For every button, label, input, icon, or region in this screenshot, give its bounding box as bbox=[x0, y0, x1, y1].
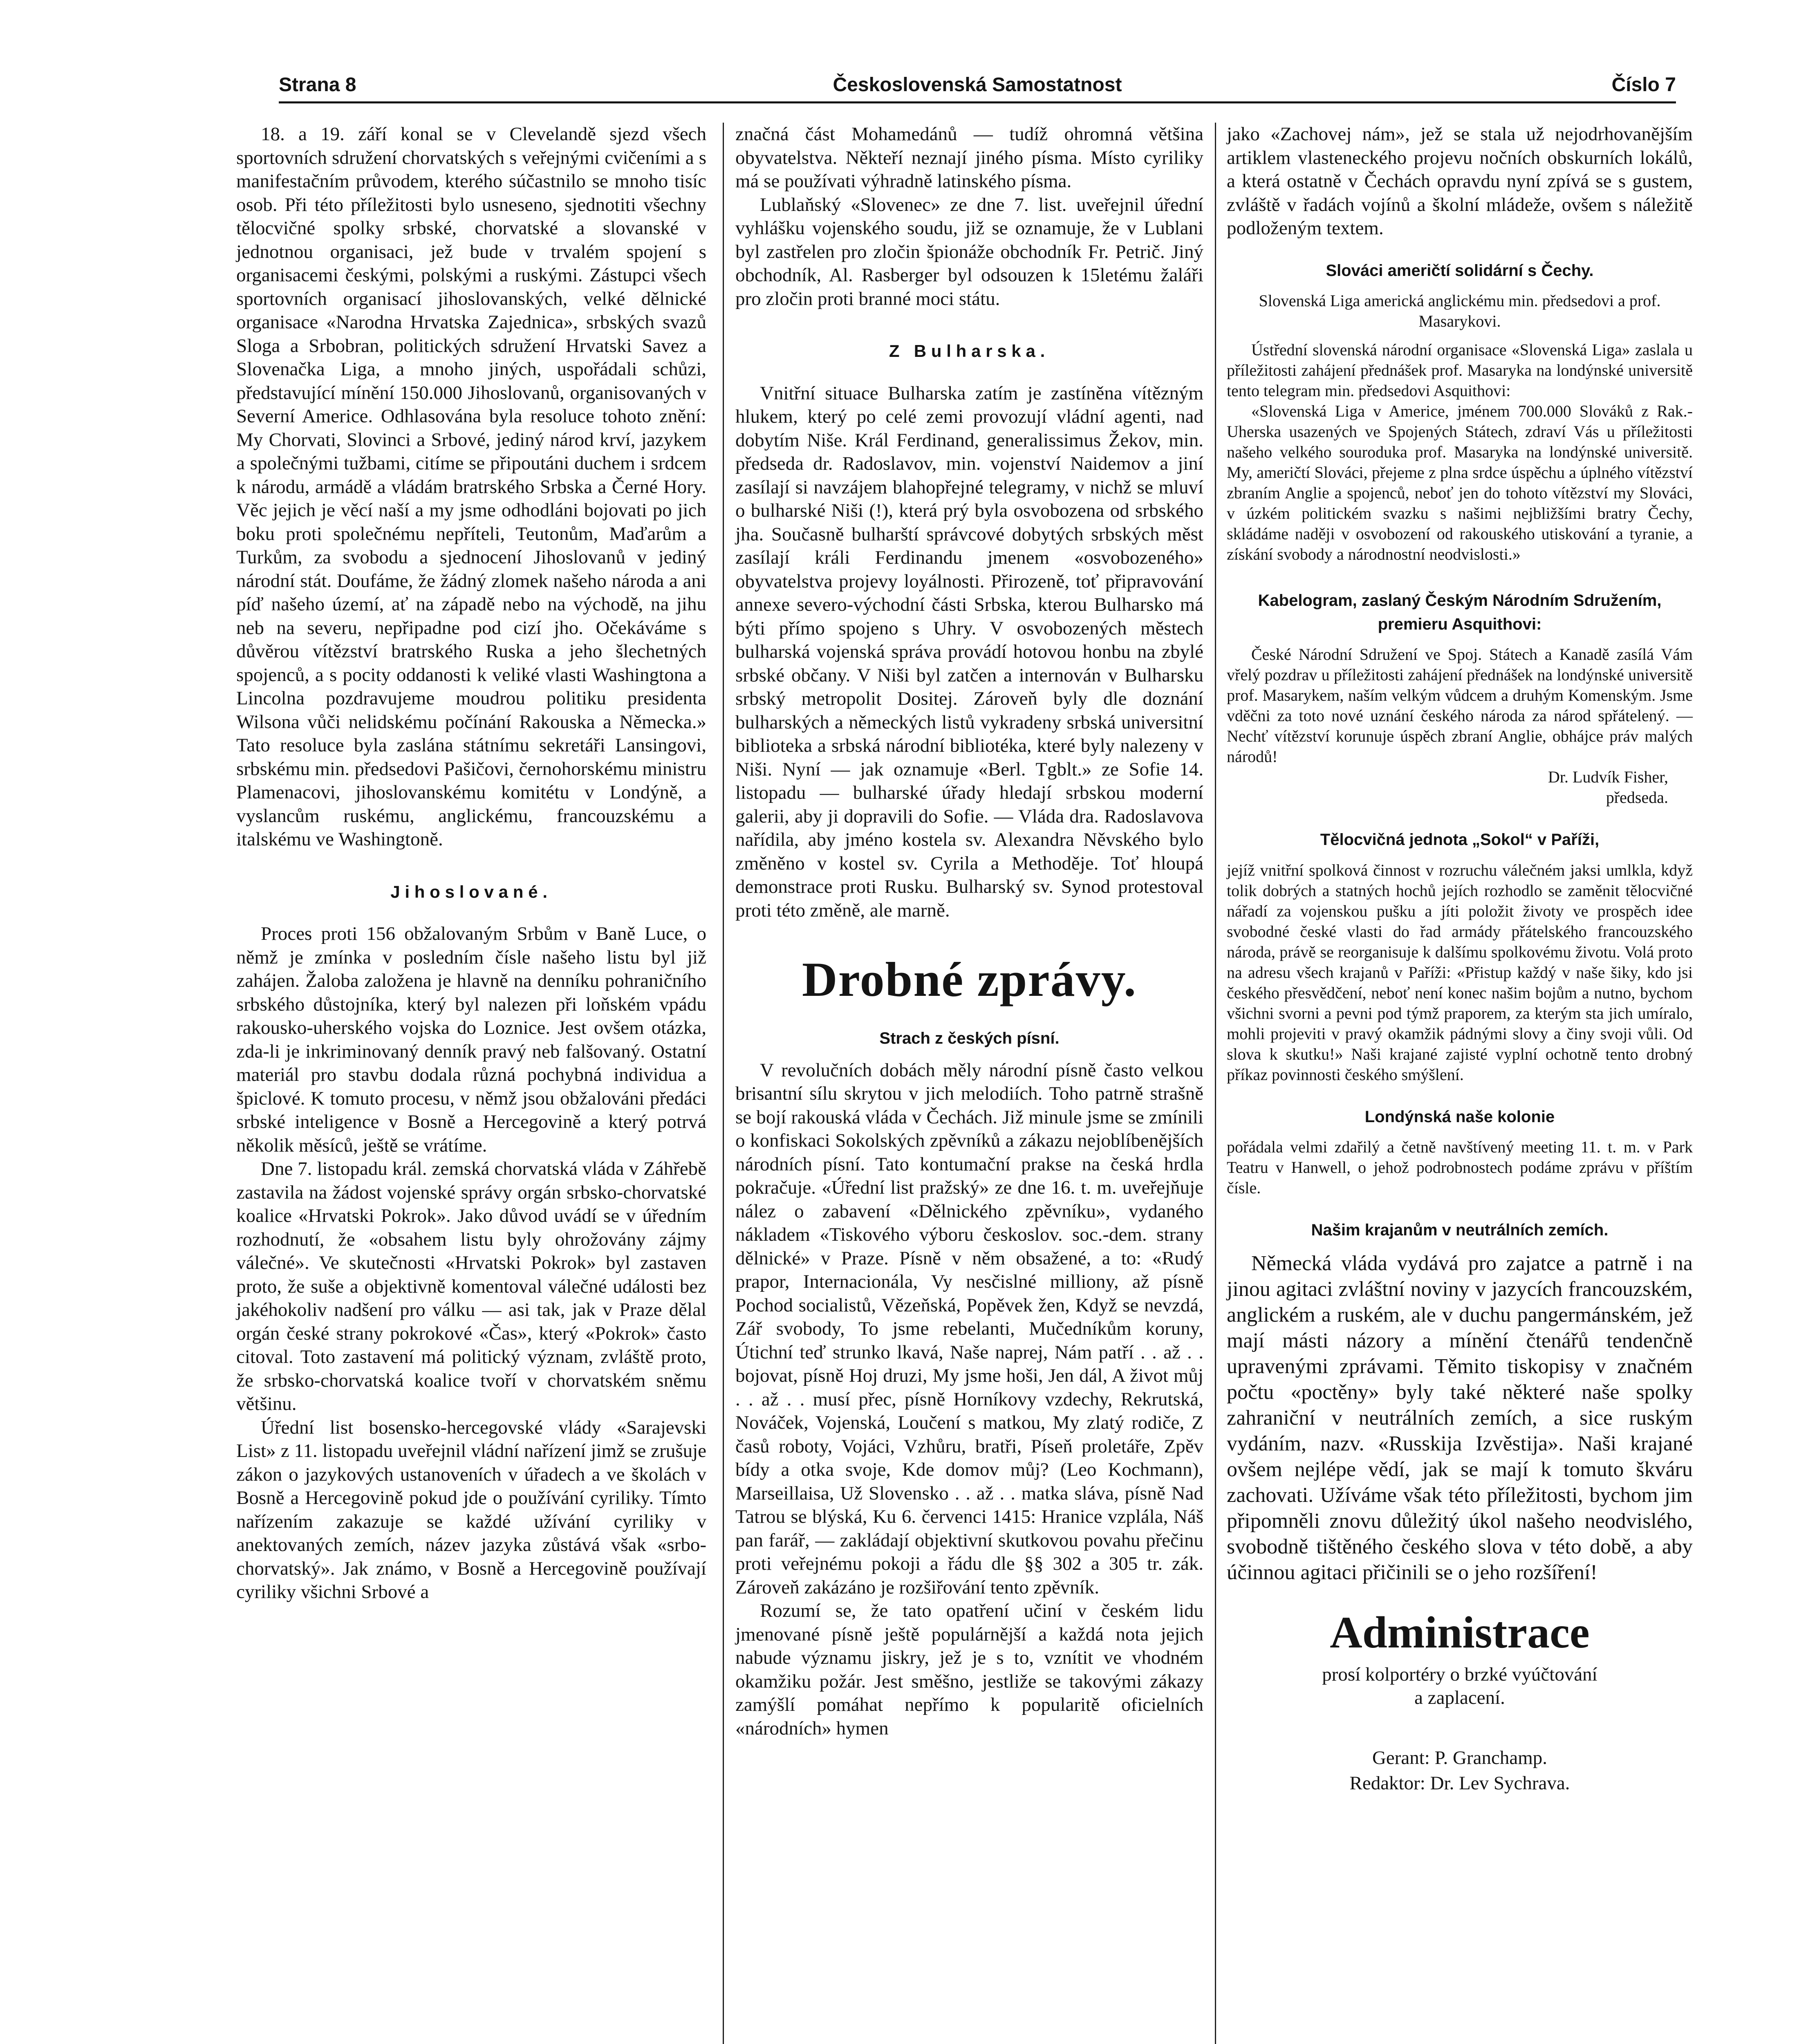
article-telegram: «Slovenská Liga v Americe, jménem 700.000 Slováků z Rak.-Uherska usazených ve Spojených Státech, zdraví Vás u příležitosti našeho velkého souroduka prof. Masaryka na londýnské universitě. My, američtí Slováci, přejeme z plna srdce úspěchu a úplného vítězství zbraním Anglie a spojenců, neboť jen do tohoto vítězství my Slováci, v úzkém politickém svazku s našimi nejbližšími bratry Čechy, skládáme naději v osvobození od rakouského utiskování a tyranie, a získání svobody a národnostní neodvislosti.» bbox=[1227, 402, 1693, 563]
administrace-title: Administrace bbox=[1330, 1607, 1590, 1657]
article-continuation: značná část Mohamedánů — tudíž ohromná většina obyvatelstva. Někteří neznají jiného písma. Místo cyriliky má se používati výhradně latinského písma. bbox=[735, 123, 1203, 192]
subheading-slovaci: Slováci američtí solidární s Čechy. bbox=[1326, 261, 1594, 280]
subheading-sokol: Tělocvičná jednota „Sokol“ v Paříži, bbox=[1320, 831, 1600, 849]
article-slovenec: Lublaňský «Slovenec» ze dne 7. list. uveřejnil úřední vyhlášku vojenského soudu, již se oznamuje, že v Lublani byl zastřelen pro zločin špionáže obchodník Fr. Petrič. Jiný obchodník, Al. Rasberger byl odsouzen k 15letému žaláři pro zločin proti branné moci státu. bbox=[735, 194, 1203, 309]
drobne-zpravy-title: Drobné zprávy. bbox=[802, 952, 1137, 1006]
signature bbox=[1227, 767, 1693, 808]
article-kabelogram: České Národní Sdružení ve Spoj. Státech a Kanadě zasílá Vám vřelý pozdrav u příležitosti zahájení přednášek na londýnské universitě prof. Masarykem, naším velkým vůdcem a druhým Komenským. Jsme vděčni za toto nové uznání českého národa za národ spřátelený. — Nechť vítězství korunuje úspěch zbraní Anglie, obhájce práv malých národů! bbox=[1227, 645, 1693, 766]
article-sarajevski-list: Úřední list bosensko-hercegovské vlády «Sarajevski List» z 11. listopadu uveřejnil vládní nařízení jimž se zrušuje zákon o jazykových ustanoveních v úřadech a ve školách v Bosně a Hercegovině pokud jde o používání cyriliky. Tímto nařízením zakazuje se každé užívání cyriliky v anektovaných zemích, název jazyka zůstává však «srbo-chorvatský». Jak známo, v Bosně a Hercegovině používají cyriliky všichni Srbové a bbox=[236, 1416, 706, 1602]
subheading-krajanum: Našim krajanům v neutrálních zemích. bbox=[1311, 1221, 1609, 1239]
article-krajanum: Německá vláda vydává pro zajatce a patrně i na jinou agitaci zvláštní noviny v jazycích francouzském, anglickém a ruském, ale v duchu pangermánském, jež mají másti názory a mínění čtenářů tendenčně upravenými zprávami. Těmito tiskopisy v značném počtu «poctěny» byly také některé naše spolky zahraniční v neutrálních zemích, a sice ruským vydáním, nazv. «Russkija Izvěstija». Naši krajané ovšem nejlépe vědí, jak se mají k tomuto škváru zachovati. Užíváme však této příležitosti, bychom jim připomněli znovu důležitý úkol našeho neodvislého, svobodně tištěného českého slova v této době, a aby účinnou agitaci přičinili se o jeho rozšíření! bbox=[1227, 1251, 1693, 1584]
article-zahreb: Dne 7. listopadu král. zemská chorvatská vláda v Záhřebě zastavila na žádost vojenské správy orgán srbsko-chorvatské koalice «Hrvatski Pokrok». Jako důvod uvádí se v úředním rozhodnutí, že «obsahem listu byly ohrožovány zájmy válečné». Ve skutečnosti «Hrvatski Pokrok» byl zastaven proto, že suše a objektivně komentoval válečné události bez jakéhokoliv nadšení pro válku — asi tak, jak v Praze dělal orgán české strany pokrokové «Čas», který «Pokrok» často citoval. Toto zastavení má politický význam, zvláště proto, že srbsko-chorvatská koalice tvoří v chorvatském sněmu většinu. bbox=[236, 1158, 706, 1414]
column-1 bbox=[236, 123, 706, 1604]
article-ustredni: Ústřední slovenská národní organisace «Slovenská Liga» zaslala u příležitosti zahájení přednášek prof. Masaryka na londýnské universitě tento telegram min. předsedovi Asquithovi: bbox=[1227, 341, 1693, 400]
subheading-kabelogram: Kabelogram, zaslaný Českým Národním Sdružením, premieru Asquithovi: bbox=[1258, 592, 1662, 633]
column-divider-1 bbox=[723, 123, 724, 2044]
credit-redaktor: Redaktor: Dr. Lev Sychrava. bbox=[1349, 1772, 1570, 1794]
signature-name: Dr. Ludvík Fisher, bbox=[1548, 768, 1668, 786]
column-2 bbox=[735, 123, 1203, 1740]
article-strach: V revolučních dobách měly národní písně často velkou brisantní sílu skrytou v jich melodiích. Toho patrně strašně se bojí rakouská vláda v Čechách. Již minule jsme se zmínili o konfiskaci Sokolských zpěvníků a zákazu nejoblíbenějších národních písní. Tato kontumační prakse na česká hrdla pokračuje. «Úřední list pražský» ze dne 16. t. m. uveřejňuje nález o zabavení «Dělnického zpěvníku», vydaného nákladem «Tiskového výboru českoslov. soc.-dem. strany dělnické» v Praze. Písně v něm obsažené, a to: «Rudý prapor, Internacionála, Vy nesčislné milliony, až písně Pochod socialistů, Vězeňská, Popěvek žen, Když se nevzdá, Zář svobody, To jsme rebelanti, Mučedníkům koruny, Útichní teď strunko lkavá, Naše naprej, Nám patří . . až . . bojovat, písně Hoj druzi, My jsme hoši, Jen dál, A život můj . . až . . musí přec, písně Horníkovy vzdechy, Rekrutská, Nováček, Vojenská, Loučení s matkou, My zlatý rodiče, Z časů roboty, Vojáci, Vzhůru, bratři, Píseň proletáře, Zpěv bídy a otka svoje, Kde domov můj? (Leo Kochmann), Marseillaisa, Už Slovensko . . až . . matka sláva, písně Nad Tatrou se blýská, Ku 6. červenci 1415: Hranice vzplála, Náš pan farář, — zakládají objektivní skutkovou povahu přečinu proti veřejnému pokoji a řádu dle §§ 302 a 305 tr. zák. Zároveň zakázáno je rozšiřování tento zpěvník. bbox=[735, 1059, 1203, 1598]
column-3 bbox=[1227, 123, 1693, 1796]
section-heading-jihoslovane: Jihoslované. bbox=[390, 882, 552, 901]
page-number: Strana 8 bbox=[279, 74, 356, 96]
issue-number: Číslo 7 bbox=[1611, 74, 1676, 96]
credit-gerant: Gerant: P. Granchamp. bbox=[1372, 1747, 1548, 1768]
newspaper-title: Československá Samostatnost bbox=[833, 74, 1122, 96]
slovaci-intro: Slovenská Liga americká anglickému min. předsedovi a prof. Masarykovi. bbox=[1259, 291, 1661, 330]
article-rozumi: Rozumí se, že tato opatření učiní v českém lidu jmenované písně ještě populárnější a každá nota jejich nabude významu jiskry, jež je s to, vznítit ve vhodném okamžiku požár. Jest směšno, jestliže se takovými zákazy zamýšlí pomáhat nepřímo k popularitě oficielních «národních» hymen bbox=[735, 1600, 1203, 1739]
administrace-line-2: a zaplacení. bbox=[1414, 1687, 1505, 1708]
article-cleveland: 18. a 19. září konal se v Clevelandě sjezd všech sportovních sdružení chorvatských s veřejnými cvičeními a s manifestačním průvodem, kterého súčastnilo se mnoho tisíc osob. Při této příležitosti bylo usneseno, sjednotiti všechny tělocvičné spolky srbské, chorvatské a slovanské v jednotnou organisaci, jež bude v trvalém spojení s organisacemi českými, polskými a ruskými. Zástupci všech sportovních organisací jihoslovanských, velké dělnické organisace «Narodna Hrvatska Zajednica», srbských svazů Sloga a Srbobran, politických sdružení Hrvatski Savez a Slovenačka Liga, a mnoho jiných, uspořádali schůzi, představující mínění 150.000 Jihoslovanů, organisovaných v Severní Americe. Odhlasována byla resoluce tohoto znění: My Chorvati, Slovinci a Srbové, jediný národ krví, jazykem a společnými tužbami, citíme se připoutáni duchem i srdcem k národu, armádě a vládám bratrského Srbska a Černé Hory. Věc jejich je věcí naší a my jsme odhodláni bojovati po jich boku proti společnému nepříteli, Teutonům, Maďarům a Turkům, za svobodu a sjednocení Jihoslovanů v jediný národní stát. Doufáme, že žádný zlomek našeho národa a ani píď našeho území, ať na západě nebo na východě, na jihu neb na severu, nepřipadne pod cizí jho. Očekáváme s důvěrou vítězství bratrského Ruska a jeho šlechetných spojenců, a s pocity oddanosti k veliké vlasti Washingtona a Lincolna pozdravujeme moudrou politiku presidenta Wilsona vůči nelidskému počínání Rakouska a Německa.» Tato resoluce byla zaslána státnímu sekretáři Lansingovi, srbskému min. předsedovi Pašičovi, černohorskému ministru Plamenacovi, jihoslovanskému komitétu v Londýně, a vyslancům ruskému, anglickému, francouzskému a italskému ve Washingtoně. bbox=[236, 123, 706, 850]
article-sokol: jejíž vnitřní spolková činnost v rozruchu válečném jaksi umlkla, když tolik dobrých a statných hochů jejích rozhodlo se zaměnit tělocvičné nářadí za vojenskou pušku a jíti položit životy ve prospěch idee svobodné české vlasti do řad armády přátelského francouzského národa, právě se reorganisuje k dalšímu spolkovému životu. Volá proto na adresu všech krajanů v Paříži: «Přistup každý v naše šiky, kdo jsi českého přesvědčení, neboť není konec našim bojům a nutno, bychom všichni svorni a pevni pod týmž praporem, za kterým sta jich umíralo, mohli projeviti v pravý okamžik pádnými slovy a činy svoji vůli. Od slova k skutku!» Naši krajané zajisté vyplní ochotně tento drobný příkaz povinnosti českého smýšlení. bbox=[1227, 861, 1693, 1084]
column-divider-2 bbox=[1215, 123, 1216, 2044]
section-heading-bulharska: Z Bulharska. bbox=[889, 341, 1050, 361]
article-continuation-col3: jako «Zachovej nám», jež se stala už nejodrhovanějším artiklem vlasteneckého projevu nočních obskurních lokálů, a která ostatně v Čechách opravdu nyní zpívá se s gustem, zvláště v řadách vojínů a školní mládeže, ovšem s náležitě podloženým textem. bbox=[1227, 123, 1693, 239]
page-header bbox=[279, 69, 1676, 105]
article-bulharsko: Vnitřní situace Bulharska zatím je zastíněna vítězným hlukem, který po celé zemi provozují vládní agenti, nad dobytím Niše. Král Ferdinand, generalissimus Žekov, min. předseda dr. Radoslavov, min. vojenství Naidemov a jiní zasílají si navzájem blahopřejné telegramy, v nichž se mluví o bulharské Niši (!), která prý byla osvobozena od srbského jha. Současně bulharští správcové dobytých srbských měst zasílají králi Ferdinandu jmenem «osvobozeného» obyvatelstva projevy loyálnosti. Přirozeně, toť připravování annexe severo-východní části Srbska, kterou Bulharsko má býti přímo spojeno s Uhry. V osvobozených městech bulharská vojenská správa provádí hotovou honbu na zbylé srbské občany. V Niši byl zatčen a internován v Bulharsku srbský metropolit Dositej. Zároveň byly dle doznání bulharských a německých listů vykradeny srbská universitní biblioteka a srbská národní bibliotéka, které byly nalezeny v Niši. Nyní — jak oznamuje «Berl. Tgblt.» ze Sofie 14. listopadu — bulharské úřady hledají srbskou moderní galerii, aby ji dopravili do Sofie. — Vláda dra. Radoslavova nařídila, aby jméno kostela sv. Alexandra Něvského bylo změněno v kostel sv. Cyrila a Methoděje. Toť hloupá demonstrace proti Rusku. Bulharský sv. Synod protestoval proti této změně, ale marně. bbox=[735, 382, 1203, 921]
article-londynska: pořádala velmi zdařilý a četně navštívený meeting 11. t. m. v Park Teatru v Hanwell, o jehož podrobnostech podáme zprávu v příštím čísle. bbox=[1227, 1138, 1693, 1197]
header-rule bbox=[279, 101, 1676, 103]
article-proces: Proces proti 156 obžalovaným Srbům v Baně Luce, o němž je zmínka v posledním čísle našeho listu byl již zahájen. Žaloba založena je hlavně na denníku pohraničního srbského důstojníka, který byl nalezen při loňském vpádu rakousko-uherského vojska do Loznice. Jest ovšem otázka, zda-li je inkriminovaný denník pravý neb falšovaný. Ostatní materiál pro stavbu dodala různá pochybná individua a špiclové. K tomuto procesu, v němž jsou obžalováni předáci srbské inteligence v Bosně a Hercegovině a který potrvá několik měsíců, ještě se vrátíme. bbox=[236, 923, 706, 1156]
subheading-strach: Strach z českých písní. bbox=[879, 1029, 1060, 1047]
administrace-line-1: prosí kolportéry o brzké vyúčtování bbox=[1322, 1663, 1597, 1685]
subheading-londynska: Londýnská naše kolonie bbox=[1364, 1107, 1555, 1126]
credits bbox=[1227, 1745, 1693, 1796]
signature-role: předseda. bbox=[1606, 788, 1668, 807]
